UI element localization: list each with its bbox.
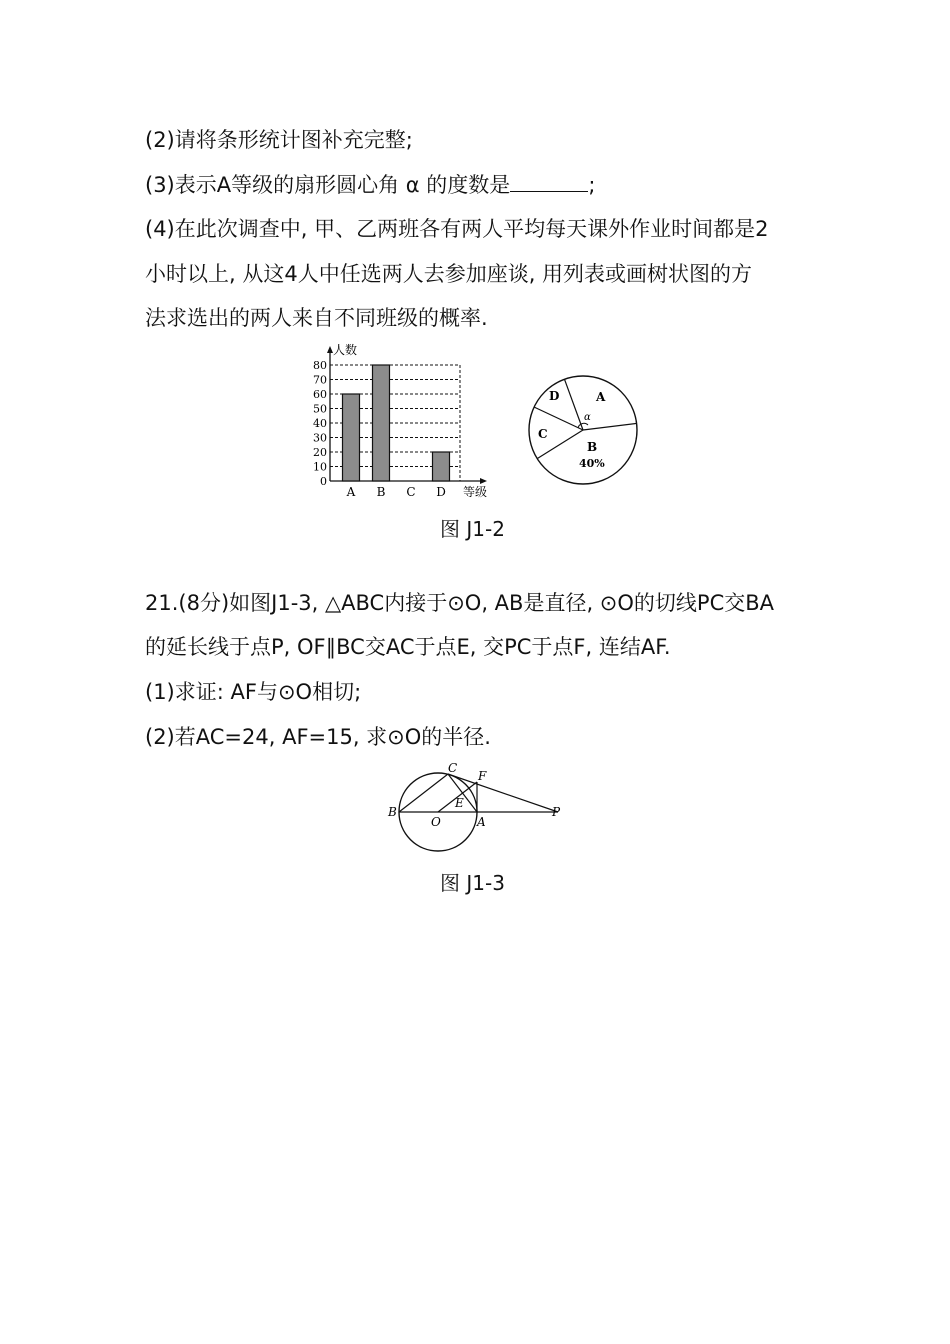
bar-a <box>343 394 360 481</box>
bar-category-b: B <box>376 485 386 499</box>
bar-tick-label: 80 <box>313 359 327 372</box>
q20-part4-line2: 小时以上, 从这4人中任选两人去参加座谈, 用列表或画树状图的方 <box>145 262 753 286</box>
figure-caption-j1-2: 图 J1-2 <box>440 517 505 541</box>
q20-part3 <box>145 171 595 199</box>
bar-tick-label: 40 <box>313 417 327 430</box>
point-label-f: F <box>478 769 487 783</box>
q20-part3-suffix: ; <box>588 173 596 197</box>
pie-divider-a-b <box>583 423 637 430</box>
bar-category-c: C <box>406 485 416 499</box>
pie-label-a: A <box>596 390 606 404</box>
point-label-c: C <box>448 761 458 775</box>
pie-label-c: C <box>538 427 548 441</box>
segment-bc <box>399 774 448 812</box>
bar-tick-label: 0 <box>320 475 327 488</box>
pie-label-b-percent: 40% <box>579 457 605 470</box>
q20-part4-line3: 法求选出的两人来自不同班级的概率. <box>145 306 488 330</box>
q21-part1: (1)求证: AF与⊙O相切; <box>145 680 362 704</box>
point-label-p: P <box>552 805 561 819</box>
bar-b <box>373 365 390 481</box>
pie-chart <box>525 372 645 492</box>
q20-part2: (2)请将条形统计图补充完整; <box>145 128 413 152</box>
segment-cp <box>448 774 558 812</box>
bar-chart <box>300 340 500 502</box>
bar-y-axis-label: 人数 <box>333 343 358 357</box>
bar-x-axis-arrow <box>480 478 487 484</box>
pie-label-d: D <box>549 389 560 403</box>
q21-line2: 的延长线于点P, OF∥BC交AC于点E, 交PC于点F, 连结AF. <box>145 635 671 659</box>
bar-d <box>433 452 450 481</box>
bar-tick-label: 60 <box>313 388 327 401</box>
figure-caption-j1-3: 图 J1-3 <box>440 871 505 895</box>
point-label-o: O <box>431 815 441 829</box>
bar-tick-label: 30 <box>313 431 327 445</box>
pie-label-b: B <box>587 440 598 454</box>
geometry-figure <box>380 758 570 860</box>
q20-part3-prefix: (3)表示A等级的扇形圆心角 α 的度数是 <box>145 173 511 197</box>
point-label-a: A <box>477 815 486 829</box>
q21-part2: (2)若AC=24, AF=15, 求⊙O的半径. <box>145 725 491 749</box>
answer-blank <box>510 173 588 192</box>
bar-x-axis-label: 等级 <box>463 485 488 499</box>
bar-category-labels <box>346 485 446 499</box>
bar-category-d: D <box>436 485 446 499</box>
alpha-arc <box>578 423 588 428</box>
point-label-e: E <box>455 796 464 810</box>
bar-tick-label: 70 <box>313 373 327 387</box>
pie-angle-alpha: α <box>584 412 591 423</box>
bar-tick-label: 50 <box>313 402 327 416</box>
point-label-b: B <box>388 805 397 819</box>
q21-line1: 21.(8分)如图J1-3, △ABC内接于⊙O, AB是直径, ⊙O的切线PC交BA <box>145 591 775 615</box>
bar-tick-label: 20 <box>313 446 327 459</box>
bar-tick-labels <box>313 359 327 488</box>
bar-tick-label: 10 <box>313 460 327 474</box>
bar-category-a: A <box>346 485 356 499</box>
q20-part4-line1: (4)在此次调查中, 甲、乙两班各有两人平均每天课外作业时间都是2 <box>145 217 769 241</box>
